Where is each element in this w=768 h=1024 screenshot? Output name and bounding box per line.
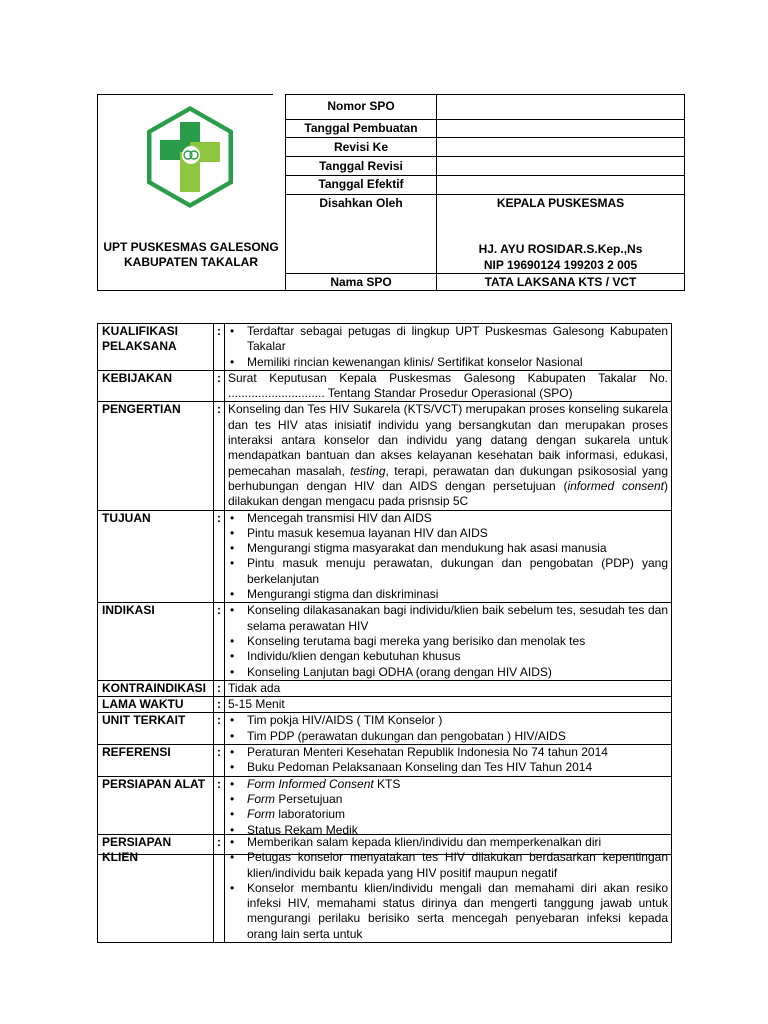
text-lama-waktu: 5-15 Menit <box>225 697 672 713</box>
row-kontraindikasi <box>98 680 672 696</box>
row-pengertian <box>98 402 672 510</box>
colon: : <box>214 745 225 777</box>
item-italic: Form <box>247 791 275 806</box>
label-tanggal-pembuatan: Tanggal Pembuatan <box>304 121 418 135</box>
item-text: laboratorium <box>275 807 346 822</box>
list-item: • Buku Pedoman Pelaksanaan Konseling dan Tes HIV Tahun 2014 <box>228 760 668 775</box>
list-persiapan-alat <box>228 777 668 838</box>
organization-name: UPT PUSKESMAS GALESONG KABUPATEN TAKALAR <box>103 240 279 269</box>
list-item: • Tim pokja HIV/AIDS ( TIM Konselor ) <box>228 713 668 728</box>
pengertian-part: , terapi, perawatan dan dukungan psikososial yang berhubungan dengan HIV dan AIDS dengan persetujuan ( <box>228 463 668 493</box>
row-unit-terkait <box>98 713 672 745</box>
label-referensi: REFERENSI <box>98 745 214 777</box>
colon: : <box>214 776 225 854</box>
colon: : <box>214 603 225 680</box>
list-item: • Mencegah transmisi HIV dan AIDS <box>228 511 668 526</box>
label-nama-spo: Nama SPO <box>330 275 392 289</box>
pengertian-part: Konseling dan Tes HIV Sukarela (KTS/VCT) merupakan proses konseling sukarela dan tes HIV atas inisiatif individu yang bersangkutan dan merupakan proses interaksi antara konselor dan individu yang datang dengan sukarela untuk mendapatkan bantuan dan akses kelayanan kesehatan baik informasi, edukasi, pemecahan masalah, <box>228 402 668 478</box>
list-item: • Peraturan Menteri Kesehatan Republik Indonesia No 74 tahun 2014 <box>228 745 668 760</box>
colon: : <box>214 835 225 943</box>
list-item <box>228 807 668 822</box>
row-kebijakan <box>98 370 672 402</box>
puskesmas-logo <box>144 104 236 210</box>
row-persiapan-klien <box>98 835 672 943</box>
label-lama-waktu: LAMA WAKTU <box>98 697 214 713</box>
label-kebijakan: KEBIJAKAN <box>98 370 214 402</box>
label-indikasi: INDIKASI <box>98 603 214 680</box>
list-item: • Memiliki rincian kewenangan klinis/ Sertifikat konselor Nasional <box>228 355 668 370</box>
value-nama-spo: TATA LAKSANA KTS / VCT <box>484 275 637 289</box>
spo-detail-table <box>97 323 672 855</box>
spo-procedure-table <box>97 834 672 943</box>
list-item <box>228 777 668 792</box>
approver-name: HJ. AYU ROSIDAR.S.Kep.,Ns <box>478 242 643 256</box>
list-item: • Pintu masuk menuju perawatan, dukungan dan pengobatan (PDP) yang berkelanjutan <box>228 556 668 587</box>
colon: : <box>214 713 225 745</box>
colon: : <box>214 697 225 713</box>
approver-nip: NIP 19690124 199203 2 005 <box>483 258 638 272</box>
row-kualifikasi <box>98 324 672 371</box>
label-persiapan-alat: PERSIAPAN ALAT <box>98 776 214 854</box>
label-disahkan-oleh: Disahkan Oleh <box>319 196 403 210</box>
list-item: • Memberikan salam kepada klien/individu dan memperkenalkan diri <box>228 835 668 850</box>
list-item: • Konseling Lanjutan bagi ODHA (orang dengan HIV AIDS) <box>228 665 668 680</box>
label-tanggal-revisi: Tanggal Revisi <box>319 159 403 173</box>
row-referensi <box>98 745 672 777</box>
colon: : <box>214 680 225 696</box>
list-referensi <box>228 745 668 776</box>
list-item <box>228 792 668 807</box>
label-revisi-ke: Revisi Ke <box>333 140 389 154</box>
label-unit-terkait: UNIT TERKAIT <box>98 713 214 745</box>
row-lama-waktu <box>98 697 672 713</box>
list-item: • Pintu masuk kesemua layanan HIV dan AIDS <box>228 526 668 541</box>
label-tanggal-efektif: Tanggal Efektif <box>318 177 404 191</box>
list-indikasi <box>228 603 668 679</box>
label-persiapan-klien: PERSIAPAN KLIEN <box>98 835 214 943</box>
list-item: • Status Rekam Medik <box>228 823 668 838</box>
text-kontraindikasi: Tidak ada <box>225 680 672 696</box>
item-italic: Form Informed Consent <box>247 776 374 791</box>
text-pengertian <box>225 402 672 510</box>
item-italic: Form <box>247 807 275 822</box>
label-nomor-spo: Nomor SPO <box>327 99 395 113</box>
list-item: • Tim PDP (perawatan dukungan dan pengobatan ) HIV/AIDS <box>228 729 668 744</box>
item-text: Persetujuan <box>275 791 343 806</box>
approver-title: KEPALA PUSKESMAS <box>496 196 625 210</box>
list-item: • Konseling dilakasanakan bagi individu/klien baik sebelum tes, sesudah tes dan selama perawatan HIV <box>228 603 668 634</box>
row-tujuan <box>98 510 672 603</box>
row-indikasi <box>98 603 672 680</box>
pengertian-italic: testing <box>350 463 386 478</box>
list-kualifikasi <box>228 324 668 370</box>
label-tujuan: TUJUAN <box>98 510 214 603</box>
colon: : <box>214 324 225 371</box>
colon: : <box>214 402 225 510</box>
list-item: • Mengurangi stigma masyarakat dan mendukung hak asasi manusia <box>228 541 668 556</box>
label-pengertian: PENGERTIAN <box>98 402 214 510</box>
list-item: • Terdaftar sebagai petugas di lingkup UPT Puskesmas Galesong Kabupaten Takalar <box>228 324 668 355</box>
list-item: • Mengurangi stigma dan diskriminasi <box>228 587 668 602</box>
label-kontraindikasi: KONTRAINDIKASI <box>98 680 214 696</box>
text-kebijakan: Surat Keputusan Kepala Puskesmas Galesong Kabupaten Takalar No. ............................. Tentang Standar Prosedur Operasional (SPO) <box>225 370 672 402</box>
list-unit-terkait <box>228 713 668 744</box>
list-item: • Konselor membantu klien/individu mengali dan memahami diri akan resiko infeksi HIV, memahami status dirinya dan mengerti tanggung jawab untuk mengurangi perilaku berisiko serta mencegah penyebaran infeksi kepada orang lain serta untuk <box>228 881 668 942</box>
list-persiapan-klien <box>228 835 668 942</box>
colon: : <box>214 510 225 603</box>
list-tujuan <box>228 511 668 603</box>
item-text: KTS <box>373 776 401 791</box>
list-item: • Individu/klien dengan kebutuhan khusus <box>228 649 668 664</box>
colon: : <box>214 370 225 402</box>
list-item: • Konseling terutama bagi mereka yang berisiko dan menolak tes <box>228 634 668 649</box>
pengertian-italic: informed consent <box>567 478 664 493</box>
label-kualifikasi: KUALIFIKASI PELAKSANA <box>98 324 214 371</box>
list-item: • Petugas konselor menyatakan tes HIV dilakukan berdasarkan kepentingan klien/individu baik kepada yang HIV positif maupun negatif <box>228 850 668 881</box>
pengertian-part: ) dilakukan dengan mengacu pada prisnsip 5C <box>228 478 668 509</box>
